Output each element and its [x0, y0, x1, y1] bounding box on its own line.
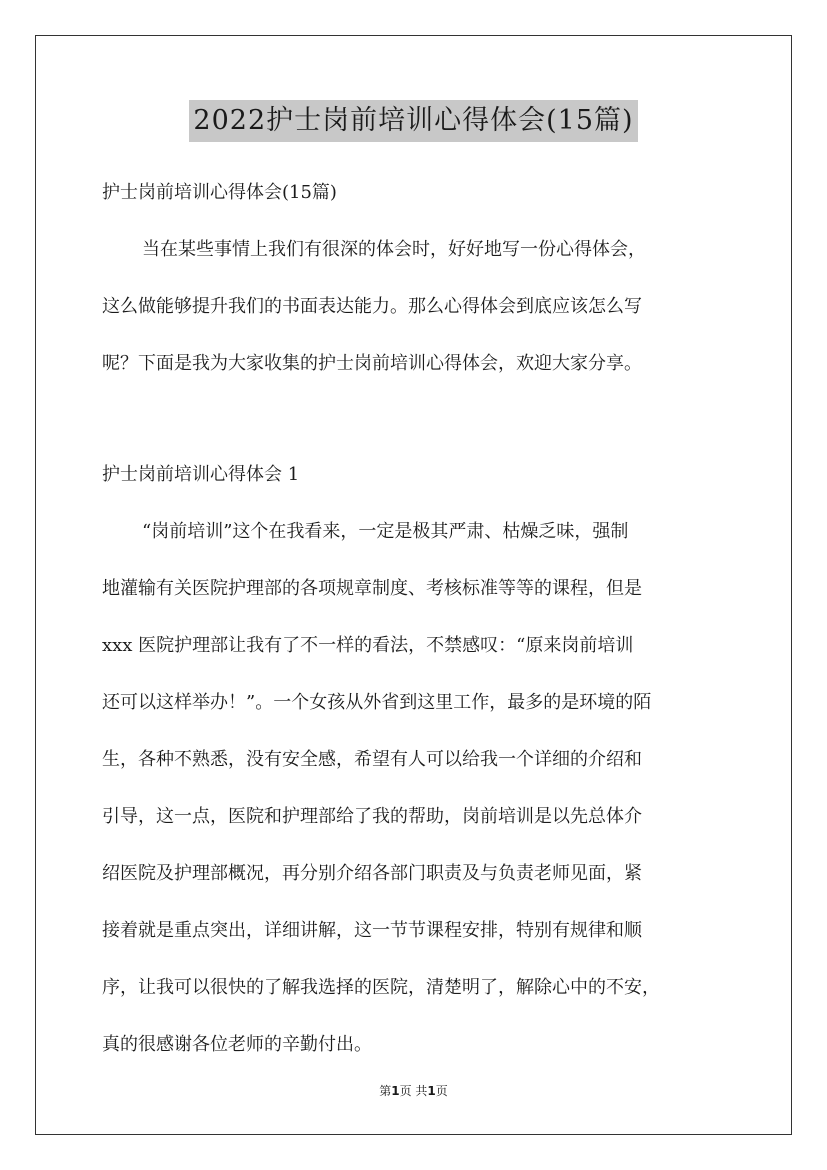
body-line: 序，让我可以很快的了解我选择的医院，清楚明了，解除心中的不安，	[102, 977, 660, 998]
intro-line: 当在某些事情上我们有很深的体会时，好好地写一份心得体会，	[142, 239, 646, 260]
title-container	[0, 100, 827, 142]
body-line: 引导，这一点，医院和护理部给了我的帮助，岗前培训是以先总体介	[102, 806, 642, 827]
body-line: “岗前培训”这个在我看来，一定是极其严肃、枯燥乏味，强制	[142, 521, 629, 542]
body-line: 生，各种不熟悉，没有安全感，希望有人可以给我一个详细的介绍和	[102, 749, 642, 770]
body-line: 真的很感谢各位老师的辛勤付出。	[102, 1034, 372, 1055]
footer-mid: 页 共	[399, 1084, 428, 1098]
body-line: 接着就是重点突出，详细讲解，这一节节课程安排，特别有规律和顺	[102, 920, 642, 941]
paragraph-gap	[102, 398, 738, 452]
document-subtitle: 护士岗前培训心得体会(15篇)	[102, 182, 337, 203]
footer-prefix: 第	[379, 1084, 392, 1098]
intro-line: 呢？下面是我为大家收集的护士岗前培训心得体会，欢迎大家分享。	[102, 353, 642, 374]
body-line: 绍医院及护理部概况，再分别介绍各部门职责及与负责老师见面，紧	[102, 863, 642, 884]
document-body	[102, 170, 738, 1079]
section-heading: 护士岗前培训心得体会 1	[102, 464, 300, 485]
body-line: xxx 医院护理部让我有了不一样的看法，不禁感叹：“原来岗前培训	[102, 635, 634, 656]
document-title: 2022护士岗前培训心得体会(15篇)	[189, 100, 637, 142]
footer-total-pages: 1	[427, 1084, 436, 1098]
body-line: 地灌输有关医院护理部的各项规章制度、考核标准等等的课程，但是	[102, 578, 642, 599]
page-footer	[0, 1082, 827, 1099]
footer-suffix: 页	[435, 1084, 448, 1098]
intro-line: 这么做能够提升我们的书面表达能力。那么心得体会到底应该怎么写	[102, 296, 642, 317]
body-line: 还可以这样举办！”。一个女孩从外省到这里工作，最多的是环境的陌	[102, 692, 652, 713]
footer-current-page: 1	[391, 1084, 400, 1098]
